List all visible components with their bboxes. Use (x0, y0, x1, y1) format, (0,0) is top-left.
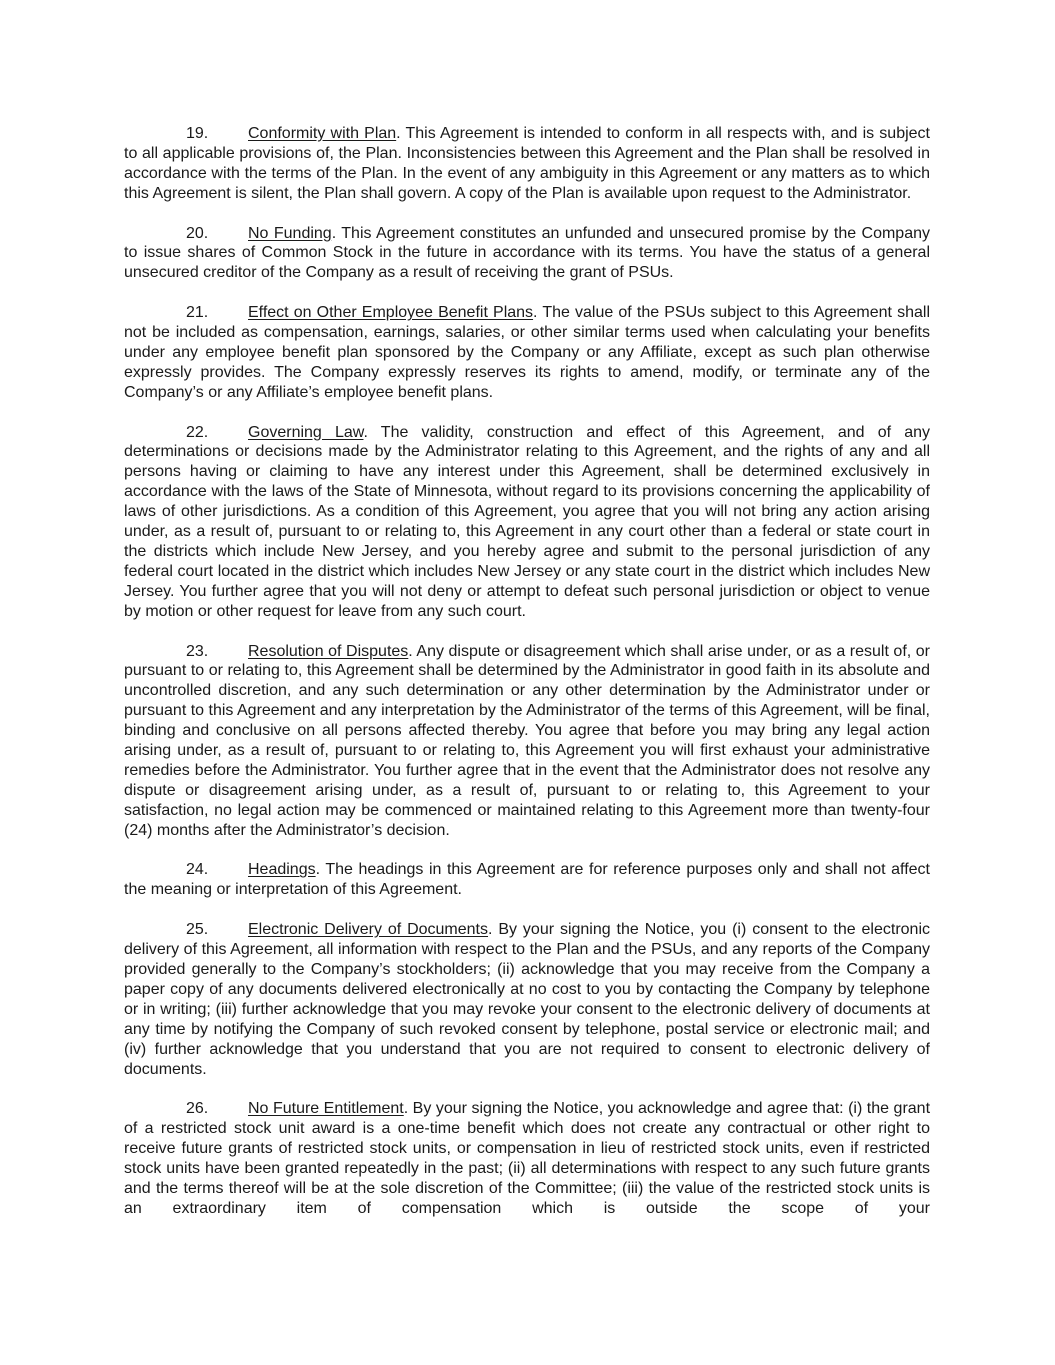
section-body: . By your signing the Notice, you acknowledge and agree that: (i) the grant of a restricted stock unit award is a one-time benefit which does not create any contractual or other right to receive future grants of restricted stock units, or compensation in lieu of restricted stock units, even if restricted stock units have been granted repeatedly in the past; (ii) all determinations with respect to any such future grants and the terms thereof will be at the sole discretion of the Committee; (iii) the value of the restricted stock units is an extraordinary item of compensation which is outside the scope of your (124, 1100, 931, 1217)
section-body: . This Agreement is intended to conform in all respects with, and is subject to all applicable provisions of, the Plan. Inconsistencies between this Agreement and the Plan shall be resolved in accordance with the terms of the Plan. In the event of any ambiguity in this Agreement or any matters as to which this Agreement is silent, the Plan shall govern. A copy of the Plan is available upon request to the Administrator. (124, 125, 930, 202)
document-page (124, 124, 930, 1239)
section-heading: Electronic Delivery of Documents (248, 921, 489, 939)
section-heading: Conformity with Plan (248, 125, 397, 142)
section-25-electronic-delivery-of-documents (124, 920, 930, 1079)
section-number: 22. (186, 423, 209, 441)
section-heading: Headings (248, 861, 316, 879)
section-heading: Governing Law (248, 423, 364, 441)
section-24-headings (124, 860, 930, 900)
section-19-conformity-with-plan (124, 124, 930, 204)
section-20-no-funding (124, 224, 930, 284)
section-26-no-future-entitlement (124, 1099, 930, 1218)
section-21-effect-on-other-employee-benefit-plans (124, 303, 930, 403)
section-number: 21. (186, 304, 209, 322)
section-22-governing-law (124, 423, 930, 622)
section-heading: No Funding (248, 224, 332, 242)
section-number: 25. (186, 921, 209, 939)
section-body: . By your signing the Notice, you (i) consent to the electronic delivery of this Agreement, all information with respect to the Plan and the PSUs, and any reports of the Company provided generally to the Company’s stockholders; (ii) acknowledge that you may receive from the Company a paper copy of any documents delivered electronically at no cost to you by contacting the Company by telephone or in writing; (iii) further acknowledge that you may revoke your consent to the electronic delivery of documents at any time by notifying the Company of such revoked consent by telephone, postal service or electronic mail; and (iv) further acknowledge that you understand that you are not required to consent to electronic delivery of documents. (124, 921, 931, 1078)
section-body: . This Agreement constitutes an unfunded and unsecured promise by the Company to issue shares of Common Stock in the future in accordance with its terms. You have the status of a general unsecured creditor of the Company as a result of receiving the grant of PSUs. (124, 224, 931, 282)
section-body: . Any dispute or disagreement which shall arise under, or as a result of, or pursuant to or relating to, this Agreement shall be determined by the Administrator in good faith in its absolute and uncontrolled discretion, and any such determination or any other determination by the Administrator under or pursuant to this Agreement and any interpretation by the Administrator of the terms of this Agreement, will be final, binding and conclusive on all persons affected thereby. You agree that before you may bring any legal action arising under, as a result of, pursuant to or relating to, this Agreement you will first exhaust your administrative remedies before the Administrator. You further agree that in the event that the Administrator does not resolve any dispute or disagreement arising under, as a result of, pursuant to or relating to, this Agreement to your satisfaction, no legal action may be commenced or maintained relating to this Agreement more than twenty-four (24) months after the Administrator’s decision. (124, 642, 930, 839)
section-number: 23. (186, 642, 209, 660)
section-heading: Effect on Other Employee Benefit Plans (248, 304, 534, 322)
section-number: 19. (186, 125, 209, 142)
section-body: . The validity, construction and effect of this Agreement, and of any determinations or decisions made by the Administrator relating to this Agreement, and the rights of any and all persons having or claiming to have any interest under this Agreement, shall be determined exclusively in accordance with the laws of the State of Minnesota, without regard to its provisions concerning the applicability of laws of other jurisdictions. As a condition of this Agreement, you agree that you will not bring any action arising under, as a result of, pursuant to or relating to, this Agreement in any court other than a federal or state court in the districts which include New Jersey, and you hereby agree and submit to the personal jurisdiction of any federal court located in the district which includes New Jersey or any state court in the district which includes New Jersey. You further agree that you will not deny or attempt to defeat such personal jurisdiction or object to venue by motion or other request for leave from any such court. (124, 423, 931, 620)
section-number: 24. (186, 861, 209, 879)
section-23-resolution-of-disputes (124, 642, 930, 841)
section-number: 26. (186, 1100, 209, 1118)
section-number: 20. (186, 224, 209, 242)
section-body: . The headings in this Agreement are for reference purposes only and shall not affect the meaning or interpretation of this Agreement. (124, 861, 930, 899)
section-body: . The value of the PSUs subject to this Agreement shall not be included as compensation, earnings, salaries, or other similar terms used when calculating your benefits under any employee benefit plan sponsored by the Company or any Affiliate, except as such plan otherwise expressly provides. The Company expressly reserves its rights to amend, modify, or terminate any of the Company’s or any Affiliate’s employee benefit plans. (124, 304, 931, 401)
section-heading: Resolution of Disputes (248, 642, 409, 660)
section-heading: No Future Entitlement (248, 1100, 404, 1118)
